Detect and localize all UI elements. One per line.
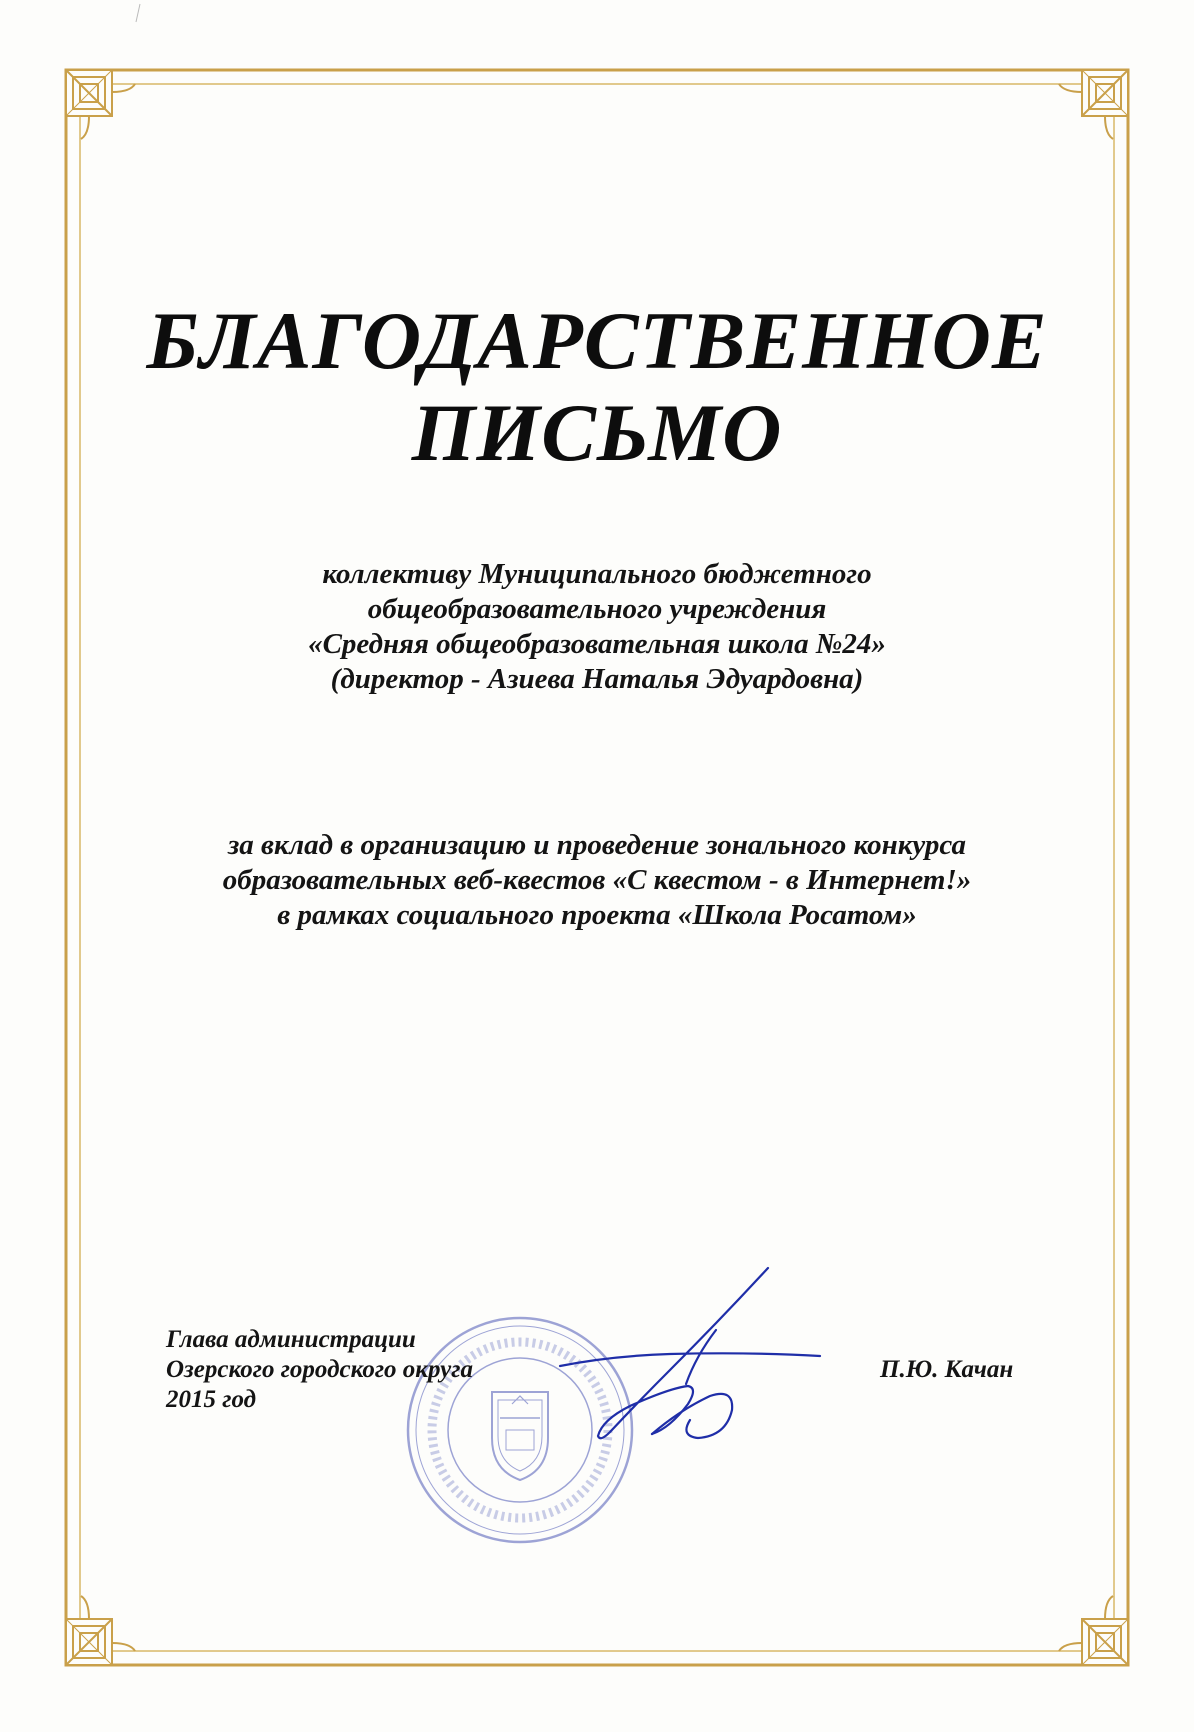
signatory-position-line: Озерского городского округа <box>166 1356 473 1383</box>
document-title-line1: БЛАГОДАРСТВЕННОЕ <box>146 295 1048 386</box>
reason-line: образовательных веб-квестов «С квестом - в Интернет!» <box>222 864 972 896</box>
reason-block <box>0 828 1194 933</box>
recipient-block <box>0 557 1194 697</box>
recipient-line: «Средняя общеобразовательная школа №24» <box>308 628 886 660</box>
document-title-line2: ПИСЬМО <box>411 387 783 478</box>
signatory-position-line: Глава администрации <box>166 1326 416 1353</box>
recipient-line: коллективу Муниципального бюджетного <box>322 558 872 590</box>
document-year: 2015 год <box>166 1386 257 1413</box>
signatory-name: П.Ю. Качан <box>880 1356 1014 1383</box>
signatory-position-block <box>166 1325 473 1415</box>
reason-line: за вклад в организацию и проведение зонального конкурса <box>227 829 967 861</box>
reason-line: в рамках социального проекта «Школа Росатом» <box>277 899 917 931</box>
handwritten-signature <box>520 1260 860 1460</box>
recipient-line: общеобразовательного учреждения <box>367 593 827 625</box>
recipient-line: (директор - Азиева Наталья Эдуардовна) <box>330 663 864 695</box>
